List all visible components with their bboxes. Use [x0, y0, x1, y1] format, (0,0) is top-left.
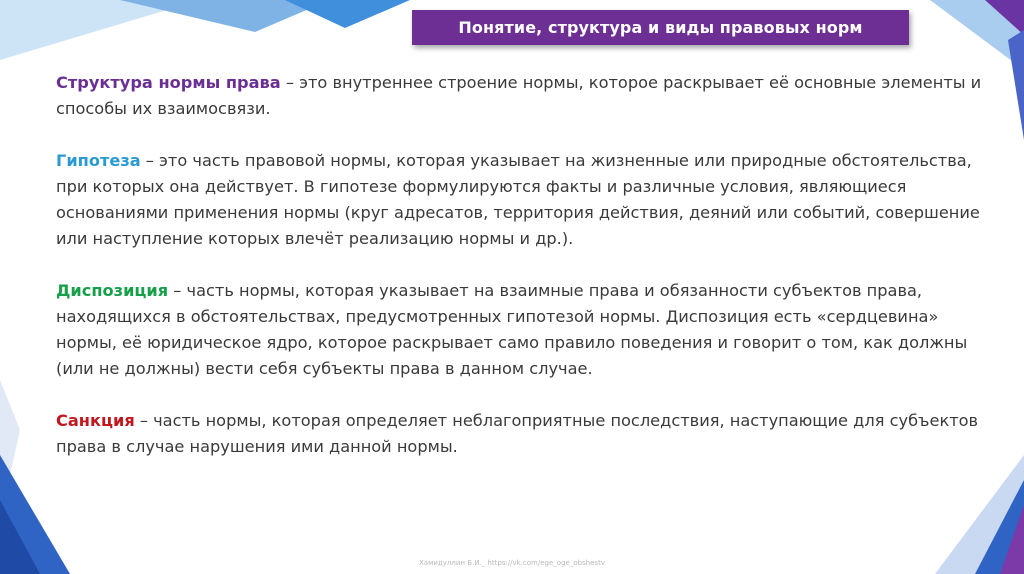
deco-triangle-top-blue: [285, 0, 410, 28]
page-title: Понятие, структура и виды правовых норм: [458, 18, 863, 37]
term-structure: Структура нормы права: [56, 73, 281, 92]
title-bar: [412, 10, 909, 45]
paragraph-structure: [56, 70, 986, 122]
content-body: [56, 70, 986, 486]
deco-triangle-right-edge: [1008, 30, 1024, 140]
paragraph-disposition: [56, 278, 986, 382]
definition-disposition: – часть нормы, которая указывает на взаимные права и обязанности субъектов права, находящихся в обстоятельствах, предусмотренных гипотезой нормы. Диспозиция есть «сердцевина» нормы, её юридическое ядро, которое раскрывает само правило поведения и говорит о том, как должны (или не должны) вести себя субъекты права в данном случае.: [56, 281, 968, 378]
term-disposition: Диспозиция: [56, 281, 169, 300]
footer-credit: Хамидуллин Б.И._ https://vk.com/ege_oge_obshestv: [419, 559, 605, 567]
term-sanction: Санкция: [56, 411, 135, 430]
term-hypothesis: Гипотеза: [56, 151, 141, 170]
paragraph-sanction: [56, 408, 986, 460]
definition-hypothesis: – это часть правовой нормы, которая указывает на жизненные или природные обстоятельства, при которых она действует. В гипотезе формулируются факты и различные условия, являющиеся основаниями применения нормы (круг адресатов, территория действия, деяний или событий, совершение или наступление которых влечёт реализацию нормы и др.).: [56, 151, 980, 248]
paragraph-hypothesis: [56, 148, 986, 252]
definition-sanction: – часть нормы, которая определяет неблагоприятные последствия, наступающие для субъектов права в случае нарушения ими данной нормы.: [56, 411, 979, 456]
definition-structure: – это внутреннее строение нормы, которое раскрывает её основные элементы и способы их взаимосвязи.: [56, 73, 982, 118]
